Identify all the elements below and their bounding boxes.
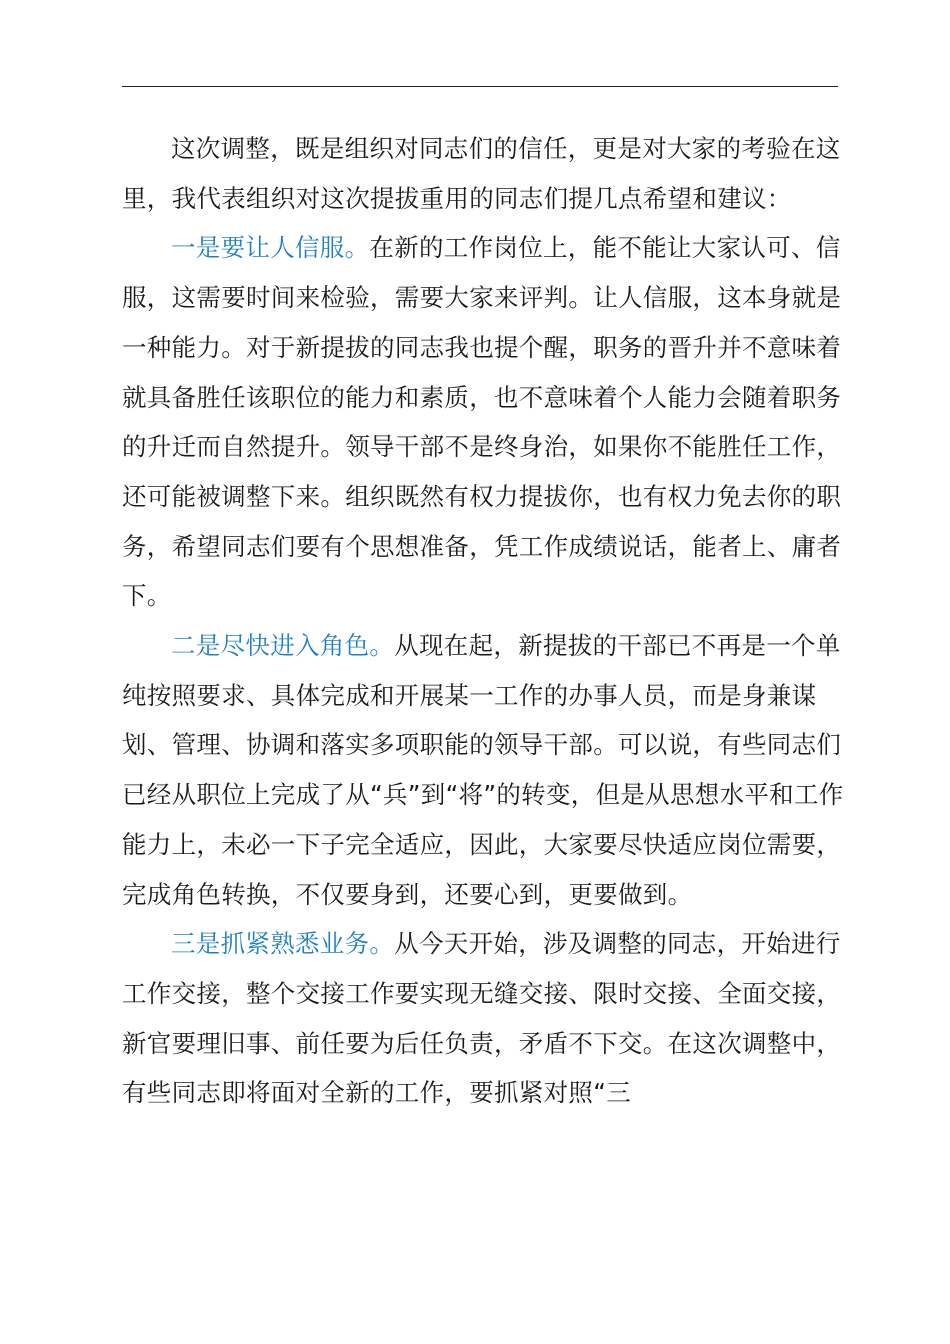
paragraph-point-one (122, 223, 852, 621)
paragraph-intro (122, 124, 852, 223)
point-three-heading: 三是抓紧熟悉业务。 (171, 929, 395, 959)
point-one-heading: 一是要让人信服。 (171, 233, 370, 263)
point-two-text: 从现在起，新提拔的干部已不再是一个单纯按照要求、具体完成和开展某一工作的办事人员，而是身兼谋划、管理、协调和落实多项职能的领导干部。可以说，有些同志们已经从职位上完成了从“兵”到“将”的转变，但是从思想水平和工作能力上，未必一下子完全适应，因此，大家要尽快适应岗位需要，完成角色转换，不仅要身到，还要心到，更要做到。 (122, 631, 844, 909)
paragraph-point-three (122, 919, 852, 1118)
point-three-text: 从今天开始，涉及调整的同志，开始进行工作交接，整个交接工作要实现无缝交接、限时交接、全面交接，新官要理旧事、前任要为后任负责，矛盾不下交。在这次调整中，有些同志即将面对全新的工作，要抓紧对照“三 (122, 929, 842, 1108)
point-two-heading: 二是尽快进入角色。 (171, 631, 395, 661)
paragraph-point-two (122, 621, 852, 919)
point-one-text: 在新的工作岗位上，能不能让大家认可、信服，这需要时间来检验，需要大家来评判。让人信服，这本身就是一种能力。对于新提拔的同志我也提个醒，职务的晋升并不意味着就具备胜任该职位的能力和素质，也不意味着个人能力会随着职务的升迁而自然提升。领导干部不是终身治，如果你不能胜任工作，还可能被调整下来。组织既然有权力提拔你，也有权力免去你的职务，希望同志们要有个思想准备，凭工作成绩说话，能者上、庸者下。 (122, 233, 842, 611)
header-rule (122, 86, 838, 87)
document-body (122, 124, 852, 1118)
paragraph-intro-text: 这次调整，既是组织对同志们的信任，更是对大家的考验在这里，我代表组织对这次提拔重用的同志们提几点希望和建议： (122, 134, 841, 213)
